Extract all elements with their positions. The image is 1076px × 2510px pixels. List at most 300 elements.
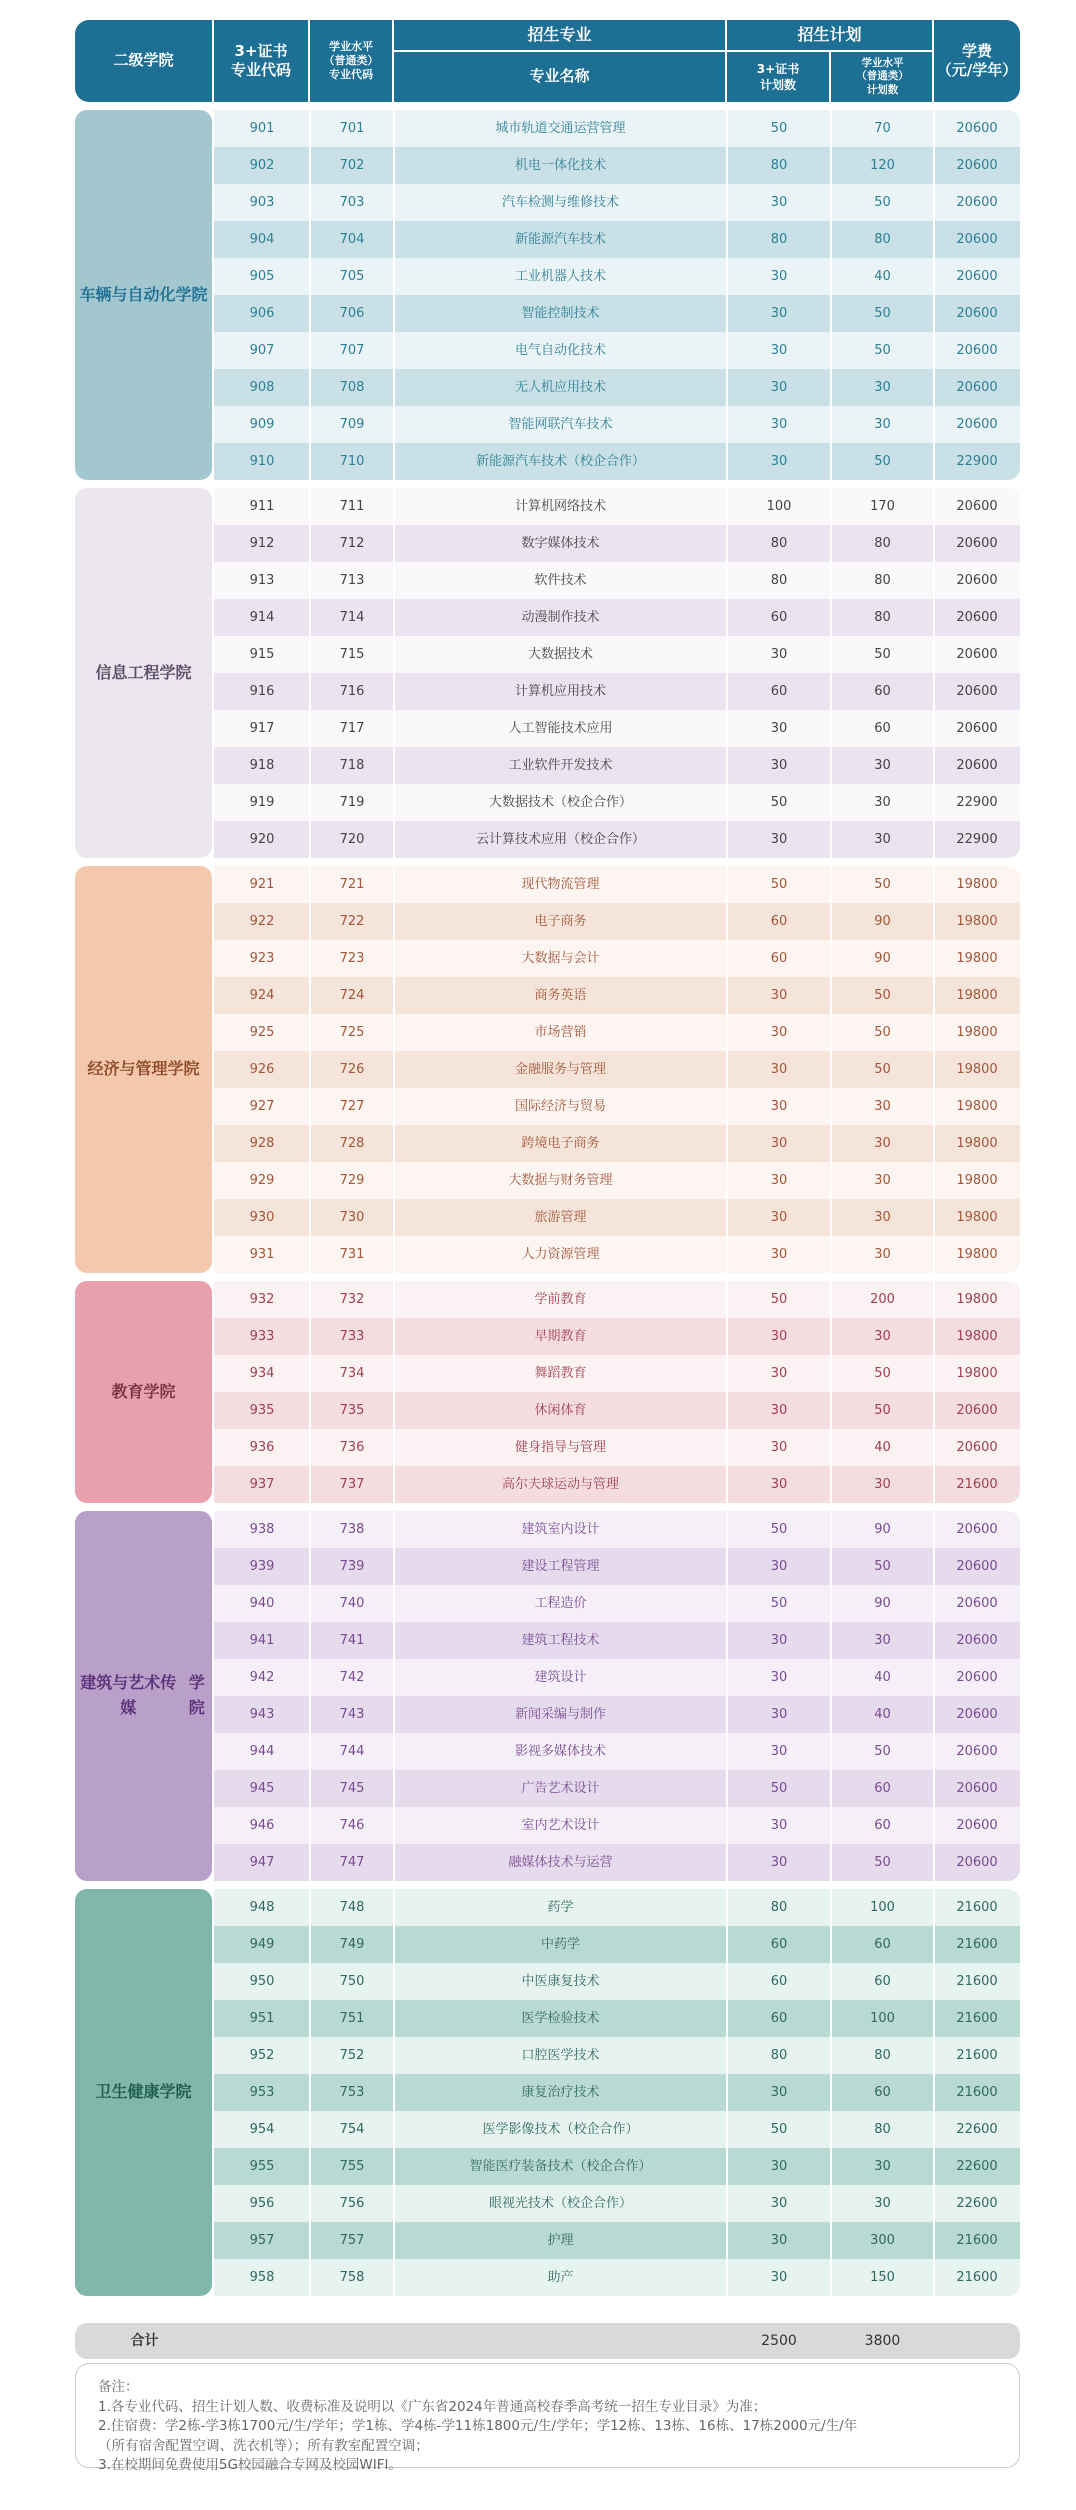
plan-3plus: 30 bbox=[770, 454, 788, 469]
column-divider bbox=[393, 1236, 395, 1273]
code-3plus: 918 bbox=[249, 758, 275, 773]
table-row bbox=[214, 1511, 1020, 1548]
column-divider bbox=[309, 1548, 311, 1585]
plan-3plus: 30 bbox=[770, 1366, 788, 1381]
college-name-line: 车辆与自动化 bbox=[79, 284, 176, 304]
table-row bbox=[214, 1548, 1020, 1585]
column-divider bbox=[309, 2074, 311, 2111]
plan-xueye: 50 bbox=[874, 1062, 891, 1077]
column-divider bbox=[933, 1281, 935, 1318]
column-divider bbox=[393, 147, 395, 184]
column-divider bbox=[726, 258, 728, 295]
column-divider bbox=[726, 443, 728, 480]
plan-3plus: 30 bbox=[770, 1062, 788, 1077]
major-name: 中药学 bbox=[540, 1937, 580, 1952]
header-code-3plus: 3+证书 专业代码 bbox=[214, 20, 310, 102]
major-name: 眼视光技术（校企合作） bbox=[488, 2196, 632, 2211]
major-name: 跨境电子商务 bbox=[521, 1136, 600, 1151]
code-xueye: 751 bbox=[339, 2011, 365, 2026]
column-divider bbox=[726, 1051, 728, 1088]
column-divider bbox=[726, 784, 728, 821]
column-divider bbox=[393, 369, 395, 406]
plan-3plus: 30 bbox=[770, 1744, 788, 1759]
column-divider bbox=[726, 977, 728, 1014]
column-divider bbox=[309, 977, 311, 1014]
plan-3plus: 30 bbox=[770, 2233, 788, 2248]
code-xueye: 713 bbox=[339, 573, 365, 588]
column-divider bbox=[830, 369, 832, 406]
plan-3plus: 30 bbox=[770, 1173, 788, 1188]
plan-3plus: 80 bbox=[770, 2048, 788, 2063]
college-name-line: 经济与管理 bbox=[87, 1059, 168, 1079]
tuition-fee: 21600 bbox=[956, 1900, 998, 1915]
plan-3plus: 50 bbox=[770, 1596, 788, 1611]
table-row bbox=[214, 1659, 1020, 1696]
column-divider bbox=[830, 147, 832, 184]
column-divider bbox=[830, 903, 832, 940]
code-xueye: 748 bbox=[339, 1900, 365, 1915]
table-row bbox=[214, 369, 1020, 406]
major-name: 新能源汽车技术 bbox=[514, 232, 606, 247]
major-name: 智能网联汽车技术 bbox=[508, 417, 613, 432]
column-divider bbox=[830, 406, 832, 443]
column-divider bbox=[830, 1585, 832, 1622]
code-xueye: 746 bbox=[339, 1818, 365, 1833]
plan-xueye: 50 bbox=[874, 1855, 891, 1870]
column-divider bbox=[830, 747, 832, 784]
column-divider bbox=[830, 866, 832, 903]
major-rows bbox=[214, 1281, 1020, 1503]
tuition-fee: 19800 bbox=[956, 1136, 998, 1151]
column-divider bbox=[393, 940, 395, 977]
column-divider bbox=[933, 1125, 935, 1162]
tuition-fee: 19800 bbox=[956, 1173, 998, 1188]
plan-xueye: 80 bbox=[874, 610, 891, 625]
major-name: 电子商务 bbox=[534, 914, 587, 929]
column-divider bbox=[933, 673, 935, 710]
code-xueye: 732 bbox=[339, 1292, 365, 1307]
college-sections bbox=[75, 110, 1020, 2296]
code-xueye: 715 bbox=[339, 647, 365, 662]
plan-3plus: 30 bbox=[770, 1136, 788, 1151]
code-3plus: 950 bbox=[249, 1974, 275, 1989]
column-divider bbox=[393, 599, 395, 636]
column-divider bbox=[393, 332, 395, 369]
table-row bbox=[214, 673, 1020, 710]
column-divider bbox=[393, 1585, 395, 1622]
code-xueye: 712 bbox=[339, 536, 365, 551]
plan-xueye: 30 bbox=[874, 1173, 891, 1188]
column-divider bbox=[726, 295, 728, 332]
column-divider bbox=[309, 1585, 311, 1622]
major-name: 建筑工程技术 bbox=[521, 1633, 600, 1648]
tuition-fee: 22600 bbox=[956, 2196, 998, 2211]
column-divider bbox=[830, 2111, 832, 2148]
major-rows bbox=[214, 1889, 1020, 2296]
column-divider bbox=[933, 2000, 935, 2037]
code-3plus: 919 bbox=[249, 795, 275, 810]
code-xueye: 710 bbox=[339, 454, 365, 469]
column-divider bbox=[830, 1162, 832, 1199]
code-3plus: 931 bbox=[249, 1247, 275, 1262]
major-name: 无人机应用技术 bbox=[514, 380, 606, 395]
column-divider bbox=[830, 332, 832, 369]
column-divider bbox=[933, 1770, 935, 1807]
column-divider bbox=[830, 599, 832, 636]
table-row bbox=[214, 2000, 1020, 2037]
column-divider bbox=[393, 1466, 395, 1503]
code-xueye: 718 bbox=[339, 758, 365, 773]
column-divider bbox=[726, 2000, 728, 2037]
tuition-fee: 21600 bbox=[956, 2270, 998, 2285]
major-name: 大数据技术（校企合作） bbox=[488, 795, 632, 810]
column-divider bbox=[830, 110, 832, 147]
table-row bbox=[214, 1051, 1020, 1088]
tuition-fee: 20600 bbox=[956, 380, 998, 395]
column-divider bbox=[830, 1963, 832, 2000]
column-divider bbox=[393, 221, 395, 258]
tuition-fee: 20600 bbox=[956, 684, 998, 699]
plan-3plus: 30 bbox=[770, 832, 788, 847]
column-divider bbox=[393, 1318, 395, 1355]
column-divider bbox=[933, 903, 935, 940]
column-divider bbox=[309, 184, 311, 221]
column-divider bbox=[933, 1622, 935, 1659]
column-divider bbox=[830, 1807, 832, 1844]
code-xueye: 735 bbox=[339, 1403, 365, 1418]
tuition-fee: 22900 bbox=[956, 832, 998, 847]
column-divider bbox=[726, 1429, 728, 1466]
header-plan-group: 招生计划 bbox=[727, 20, 932, 52]
code-3plus: 935 bbox=[249, 1403, 275, 1418]
column-divider bbox=[393, 406, 395, 443]
table-row bbox=[214, 1014, 1020, 1051]
column-divider bbox=[726, 710, 728, 747]
note-line: 2.住宿费：学2栋-学3栋1700元/生/学年；学1栋、学4栋-学11栋1800元/生/学年；学12栋、13栋、16栋、17栋2000元/生/年 bbox=[98, 2418, 858, 2435]
table-row bbox=[214, 2037, 1020, 2074]
plan-3plus: 30 bbox=[770, 647, 788, 662]
table-row bbox=[214, 784, 1020, 821]
column-divider bbox=[933, 2074, 935, 2111]
code-xueye: 738 bbox=[339, 1522, 365, 1537]
tuition-fee: 21600 bbox=[956, 1477, 998, 1492]
table-row bbox=[214, 1807, 1020, 1844]
column-divider bbox=[393, 1014, 395, 1051]
column-divider bbox=[933, 1355, 935, 1392]
column-divider bbox=[726, 1125, 728, 1162]
column-divider bbox=[393, 866, 395, 903]
column-divider bbox=[933, 2037, 935, 2074]
table-row bbox=[214, 1585, 1020, 1622]
note-title: 备注： bbox=[98, 2379, 139, 2395]
plan-xueye: 60 bbox=[874, 684, 891, 699]
plan-3plus: 30 bbox=[770, 269, 788, 284]
column-divider bbox=[933, 1392, 935, 1429]
plan-xueye: 50 bbox=[874, 1025, 891, 1040]
plan-3plus: 80 bbox=[770, 158, 788, 173]
table-row bbox=[214, 1770, 1020, 1807]
column-divider bbox=[393, 1548, 395, 1585]
column-divider bbox=[726, 2222, 728, 2259]
column-divider bbox=[393, 1770, 395, 1807]
plan-3plus: 30 bbox=[770, 1210, 788, 1225]
major-name: 汽车检测与维修技术 bbox=[501, 195, 619, 210]
column-divider bbox=[309, 599, 311, 636]
plan-3plus: 30 bbox=[770, 1855, 788, 1870]
column-divider bbox=[309, 2222, 311, 2259]
code-3plus: 929 bbox=[249, 1173, 275, 1188]
tuition-fee: 19800 bbox=[956, 1210, 998, 1225]
column-divider bbox=[830, 1548, 832, 1585]
code-3plus: 955 bbox=[249, 2159, 275, 2174]
table-row bbox=[214, 488, 1020, 525]
code-3plus: 907 bbox=[249, 343, 275, 358]
column-divider bbox=[933, 977, 935, 1014]
major-name: 工业软件开发技术 bbox=[508, 758, 613, 773]
column-divider bbox=[933, 1014, 935, 1051]
column-divider bbox=[309, 710, 311, 747]
column-divider bbox=[309, 1963, 311, 2000]
plan-xueye: 50 bbox=[874, 877, 891, 892]
code-xueye: 754 bbox=[339, 2122, 365, 2137]
plan-xueye: 30 bbox=[874, 1099, 891, 1114]
plan-xueye: 30 bbox=[874, 832, 891, 847]
column-divider bbox=[830, 2259, 832, 2296]
table-row bbox=[214, 1696, 1020, 1733]
college-section bbox=[75, 1511, 1020, 1881]
code-xueye: 723 bbox=[339, 951, 365, 966]
column-divider bbox=[933, 1807, 935, 1844]
plan-xueye: 30 bbox=[874, 1329, 891, 1344]
college-section bbox=[75, 866, 1020, 1273]
major-rows bbox=[214, 1511, 1020, 1881]
column-divider bbox=[726, 821, 728, 858]
college-name bbox=[75, 866, 212, 1273]
code-3plus: 924 bbox=[249, 988, 275, 1003]
column-divider bbox=[309, 866, 311, 903]
column-divider bbox=[726, 1548, 728, 1585]
column-divider bbox=[726, 562, 728, 599]
tuition-fee: 20600 bbox=[956, 1818, 998, 1833]
major-name: 影视多媒体技术 bbox=[514, 1744, 606, 1759]
tuition-fee: 20600 bbox=[956, 1670, 998, 1685]
tuition-fee: 19800 bbox=[956, 1292, 998, 1307]
code-xueye: 727 bbox=[339, 1099, 365, 1114]
column-divider bbox=[830, 1889, 832, 1926]
column-divider bbox=[933, 710, 935, 747]
major-name: 建筑室内设计 bbox=[521, 1522, 600, 1537]
column-divider bbox=[726, 369, 728, 406]
column-divider bbox=[933, 2259, 935, 2296]
table-row bbox=[214, 184, 1020, 221]
tuition-fee: 22600 bbox=[956, 2159, 998, 2174]
column-divider bbox=[933, 488, 935, 525]
plan-3plus: 30 bbox=[770, 1633, 788, 1648]
column-divider bbox=[726, 866, 728, 903]
column-divider bbox=[726, 2148, 728, 2185]
code-3plus: 953 bbox=[249, 2085, 275, 2100]
table-row bbox=[214, 1236, 1020, 1273]
plan-xueye: 40 bbox=[874, 1707, 891, 1722]
major-name: 软件技术 bbox=[534, 573, 587, 588]
major-name: 新闻采编与制作 bbox=[514, 1707, 606, 1722]
tuition-fee: 20600 bbox=[956, 647, 998, 662]
table-row bbox=[214, 599, 1020, 636]
code-xueye: 756 bbox=[339, 2196, 365, 2211]
tuition-fee: 22600 bbox=[956, 2122, 998, 2137]
column-divider bbox=[933, 940, 935, 977]
plan-xueye: 40 bbox=[874, 1440, 891, 1455]
column-divider bbox=[726, 940, 728, 977]
table-row bbox=[214, 1318, 1020, 1355]
major-name: 人力资源管理 bbox=[521, 1247, 600, 1262]
column-divider bbox=[933, 1844, 935, 1881]
major-name: 学前教育 bbox=[534, 1292, 587, 1307]
major-name: 健身指导与管理 bbox=[514, 1440, 606, 1455]
column-divider bbox=[309, 2259, 311, 2296]
code-3plus: 913 bbox=[249, 573, 275, 588]
tuition-fee: 19800 bbox=[956, 1366, 998, 1381]
code-xueye: 753 bbox=[339, 2085, 365, 2100]
table-row bbox=[214, 1844, 1020, 1881]
column-divider bbox=[726, 1844, 728, 1881]
table-row bbox=[214, 221, 1020, 258]
tuition-fee: 20600 bbox=[956, 306, 998, 321]
column-divider bbox=[726, 1088, 728, 1125]
column-divider bbox=[309, 258, 311, 295]
code-3plus: 928 bbox=[249, 1136, 275, 1151]
column-divider bbox=[726, 1889, 728, 1926]
plan-3plus: 30 bbox=[770, 1670, 788, 1685]
column-divider bbox=[309, 1466, 311, 1503]
code-3plus: 901 bbox=[249, 121, 275, 136]
plan-xueye: 50 bbox=[874, 988, 891, 1003]
tuition-fee: 20600 bbox=[956, 573, 998, 588]
column-divider bbox=[393, 903, 395, 940]
plan-xueye: 50 bbox=[874, 343, 891, 358]
column-divider bbox=[393, 2074, 395, 2111]
header-major-group: 招生专业 bbox=[394, 20, 725, 52]
table-row bbox=[214, 2111, 1020, 2148]
tuition-fee: 20600 bbox=[956, 1707, 998, 1722]
column-divider bbox=[830, 1355, 832, 1392]
column-divider bbox=[726, 1659, 728, 1696]
column-divider bbox=[309, 1889, 311, 1926]
code-3plus: 914 bbox=[249, 610, 275, 625]
column-divider bbox=[393, 1199, 395, 1236]
tuition-fee: 20600 bbox=[956, 721, 998, 736]
plan-xueye: 80 bbox=[874, 573, 891, 588]
column-divider bbox=[726, 184, 728, 221]
plan-3plus: 80 bbox=[770, 536, 788, 551]
column-divider bbox=[830, 1281, 832, 1318]
plan-3plus: 50 bbox=[770, 1522, 788, 1537]
code-xueye: 750 bbox=[339, 1974, 365, 1989]
plan-xueye: 100 bbox=[870, 1900, 895, 1915]
major-name: 金融服务与管理 bbox=[514, 1062, 606, 1077]
plan-xueye: 60 bbox=[874, 721, 891, 736]
column-divider bbox=[830, 184, 832, 221]
total-plan-xueye: 3800 bbox=[864, 2333, 901, 2349]
column-divider bbox=[393, 2111, 395, 2148]
code-3plus: 915 bbox=[249, 647, 275, 662]
column-divider bbox=[309, 562, 311, 599]
major-name: 工程造价 bbox=[534, 1596, 587, 1611]
code-3plus: 939 bbox=[249, 1559, 275, 1574]
college-name-line: 建筑与艺术传媒 bbox=[80, 1673, 177, 1717]
column-divider bbox=[726, 1466, 728, 1503]
column-divider bbox=[726, 1511, 728, 1548]
table-row bbox=[214, 2148, 1020, 2185]
column-divider bbox=[933, 1088, 935, 1125]
column-divider bbox=[309, 1051, 311, 1088]
table-row bbox=[214, 406, 1020, 443]
code-xueye: 733 bbox=[339, 1329, 365, 1344]
plan-3plus: 30 bbox=[770, 2085, 788, 2100]
column-divider bbox=[933, 821, 935, 858]
tuition-fee: 20600 bbox=[956, 195, 998, 210]
column-divider bbox=[830, 1466, 832, 1503]
table-row bbox=[214, 1963, 1020, 2000]
column-divider bbox=[726, 332, 728, 369]
column-divider bbox=[933, 1926, 935, 1963]
tuition-fee: 20600 bbox=[956, 343, 998, 358]
plan-3plus: 60 bbox=[770, 2011, 788, 2026]
column-divider bbox=[309, 1355, 311, 1392]
plan-xueye: 30 bbox=[874, 1136, 891, 1151]
code-xueye: 745 bbox=[339, 1781, 365, 1796]
column-divider bbox=[393, 2259, 395, 2296]
note-line: 1.各专业代码、招生计划人数、收费标准及说明以《广东省2024年普通高校春季高考统一招生专业目录》为准； bbox=[98, 2398, 767, 2415]
column-divider bbox=[830, 673, 832, 710]
college-name bbox=[75, 1511, 212, 1881]
plan-xueye: 90 bbox=[874, 1596, 891, 1611]
major-name: 高尔夫球运动与管理 bbox=[501, 1477, 619, 1492]
column-divider bbox=[726, 525, 728, 562]
notes-box bbox=[75, 2363, 1020, 2474]
column-divider bbox=[933, 110, 935, 147]
major-name: 机电一体化技术 bbox=[514, 158, 606, 173]
college-name-line: 卫生健康学院 bbox=[95, 2082, 192, 2102]
table-row bbox=[214, 636, 1020, 673]
column-divider bbox=[309, 1511, 311, 1548]
column-divider bbox=[309, 2037, 311, 2074]
column-divider bbox=[393, 1355, 395, 1392]
header-college: 二级学院 bbox=[75, 20, 214, 102]
code-3plus: 957 bbox=[249, 2233, 275, 2248]
code-3plus: 912 bbox=[249, 536, 275, 551]
major-rows bbox=[214, 110, 1020, 480]
column-divider bbox=[726, 1807, 728, 1844]
column-divider bbox=[830, 2000, 832, 2037]
major-name: 康复治疗技术 bbox=[521, 2085, 600, 2100]
college-name bbox=[75, 110, 212, 480]
column-divider bbox=[393, 562, 395, 599]
plan-3plus: 50 bbox=[770, 2122, 788, 2137]
major-name: 早期教育 bbox=[534, 1329, 587, 1344]
column-divider bbox=[933, 1511, 935, 1548]
column-divider bbox=[830, 258, 832, 295]
column-divider bbox=[726, 1926, 728, 1963]
plan-3plus: 30 bbox=[770, 988, 788, 1003]
column-divider bbox=[830, 784, 832, 821]
code-3plus: 933 bbox=[249, 1329, 275, 1344]
column-divider bbox=[393, 1125, 395, 1162]
column-divider bbox=[309, 2148, 311, 2185]
header-plan bbox=[727, 20, 934, 102]
code-3plus: 938 bbox=[249, 1522, 275, 1537]
column-divider bbox=[933, 443, 935, 480]
